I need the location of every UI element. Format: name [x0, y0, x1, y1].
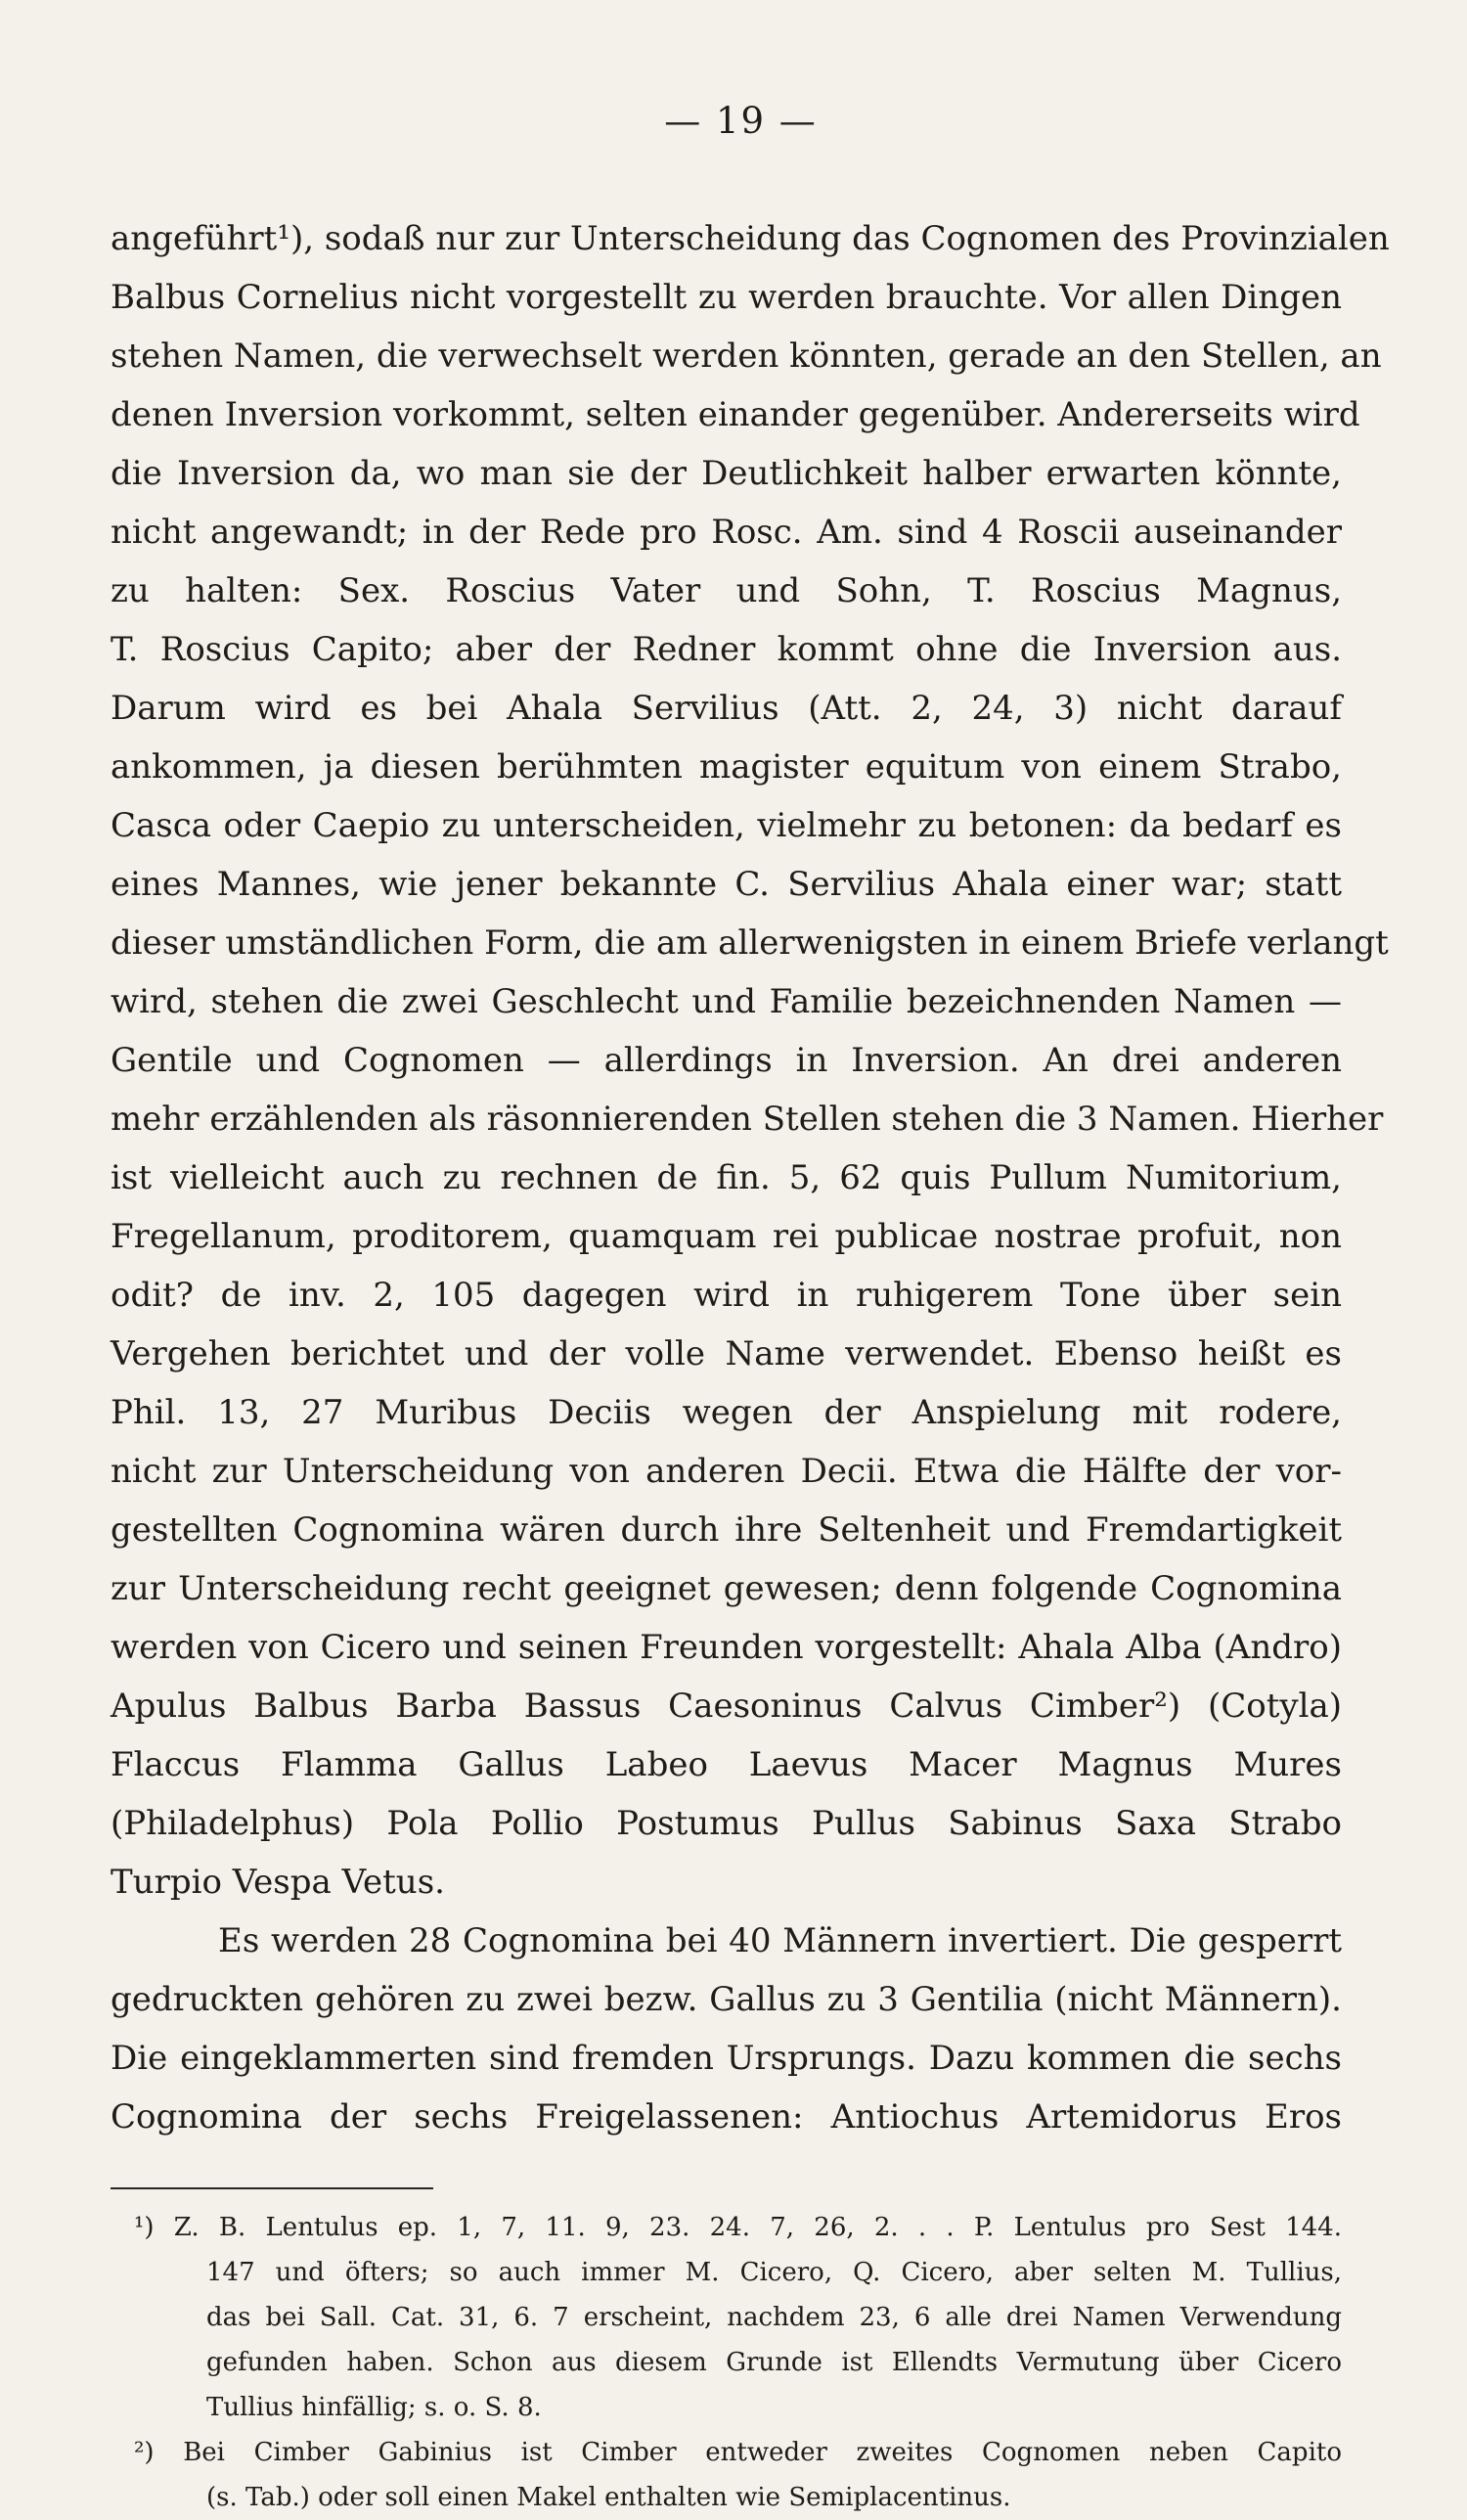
footnote-divider	[111, 2187, 433, 2189]
footnote-line: gefunden haben. Schon aus diesem Grunde ist Ellendts Vermutung über Cicero	[206, 2348, 1342, 2377]
text-line: ankommen, ja diesen berühmten magister equitum von einem Strabo,	[111, 747, 1342, 787]
text-line: eines Mannes, wie jener bekannte C. Servilius Ahala einer war; statt	[111, 865, 1342, 904]
footnote-line: Tullius hinfällig; s. o. S. 8.	[206, 2393, 542, 2422]
footnote-line: 147 und öfters; so auch immer M. Cicero, Q. Cicero, aber selten M. Tullius,	[206, 2258, 1342, 2287]
text-line: Darum wird es bei Ahala Servilius (Att. 2, 24, 3) nicht darauf	[111, 689, 1342, 728]
text-line: gestellten Cognomina wären durch ihre Seltenheit und Fremdartigkeit	[111, 1510, 1342, 1550]
text-line: gedruckten gehören zu zwei bezw. Gallus zu 3 Gentilia (nicht Männern).	[111, 1980, 1342, 2019]
text-line: Balbus Cornelius nicht vorgestellt zu werden brauchte. Vor allen Dingen	[111, 278, 1342, 317]
text-line: Apulus Balbus Barba Bassus Caesoninus Calvus Cimber²) (Cotyla)	[111, 1687, 1342, 1726]
text-line: odit? de inv. 2, 105 dagegen wird in ruhigerem Tone über sein	[111, 1276, 1342, 1315]
text-line: angeführt¹), sodaß nur zur Unterscheidung das Cognomen des Provinzialen	[111, 219, 1390, 258]
text-line: werden von Cicero und seinen Freunden vorgestellt: Ahala Alba (Andro)	[111, 1628, 1342, 1667]
text-line: ist vielleicht auch zu rechnen de fin. 5, 62 quis Pullum Numitorium,	[111, 1158, 1342, 1197]
text-line: (Philadelphus) Pola Pollio Postumus Pullus Sabinus Saxa Strabo	[111, 1804, 1342, 1843]
text-line: T. Roscius Capito; aber der Redner kommt ohne die Inversion aus.	[111, 630, 1342, 669]
text-line: dieser umständlichen Form, die am allerwenigsten in einem Briefe verlangt	[111, 923, 1389, 963]
footnote-line: ¹) Z. B. Lentulus ep. 1, 7, 11. 9, 23. 24. 7, 26, 2. . . P. Lentulus pro Sest 144.	[134, 2213, 1342, 2242]
text-line: zur Unterscheidung recht geeignet gewesen; denn folgende Cognomina	[111, 1569, 1342, 1608]
page-number: — 19 —	[664, 100, 818, 142]
text-line: Cognomina der sechs Freigelassenen: Antiochus Artemidorus Eros	[111, 2097, 1342, 2137]
text-line: Die eingeklammerten sind fremden Ursprungs. Dazu kommen die sechs	[111, 2039, 1342, 2078]
text-line: Flaccus Flamma Gallus Labeo Laevus Macer Magnus Mures	[111, 1745, 1342, 1784]
text-line: mehr erzählenden als räsonnierenden Stellen stehen die 3 Namen. Hierher	[111, 1100, 1384, 1139]
text-line: Gentile und Cognomen — allerdings in Inversion. An drei anderen	[111, 1041, 1342, 1080]
footnotes	[134, 2205, 1342, 2520]
text-line: die Inversion da, wo man sie der Deutlichkeit halber erwarten könnte,	[111, 454, 1342, 493]
text-line: Casca oder Caepio zu unterscheiden, vielmehr zu betonen: da bedarf es	[111, 806, 1342, 845]
text-line: wird, stehen die zwei Geschlecht und Familie bezeichnenden Namen —	[111, 982, 1342, 1021]
text-line: Phil. 13, 27 Muribus Deciis wegen der Anspielung mit rodere,	[111, 1393, 1342, 1432]
text-line: stehen Namen, die verwechselt werden könnten, gerade an den Stellen, an	[111, 337, 1382, 376]
footnote-line: ²) Bei Cimber Gabinius ist Cimber entweder zweites Cognomen neben Capito	[134, 2438, 1342, 2467]
footnote-line: das bei Sall. Cat. 31, 6. 7 erscheint, nachdem 23, 6 alle drei Namen Verwendung	[206, 2303, 1342, 2332]
text-line: Es werden 28 Cognomina bei 40 Männern invertiert. Die gesperrt	[218, 1921, 1342, 1960]
text-line: Turpio Vespa Vetus.	[111, 1863, 445, 1902]
text-line: nicht angewandt; in der Rede pro Rosc. Am. sind 4 Roscii auseinander	[111, 513, 1342, 552]
text-line: Fregellanum, proditorem, quamquam rei publicae nostrae profuit, non	[111, 1217, 1342, 1256]
text-line: nicht zur Unterscheidung von anderen Decii. Etwa die Hälfte der vor-	[111, 1452, 1342, 1491]
text-line: zu halten: Sex. Roscius Vater und Sohn, T. Roscius Magnus,	[111, 571, 1342, 610]
main-text	[111, 209, 1390, 2146]
footnote-line: (s. Tab.) oder soll einen Makel enthalten wie Semiplacentinus.	[206, 2483, 1011, 2512]
text-line: denen Inversion vorkommt, selten einander gegenüber. Andererseits wird	[111, 395, 1360, 434]
text-line: Vergehen berichtet und der volle Name verwendet. Ebenso heißt es	[111, 1334, 1342, 1373]
